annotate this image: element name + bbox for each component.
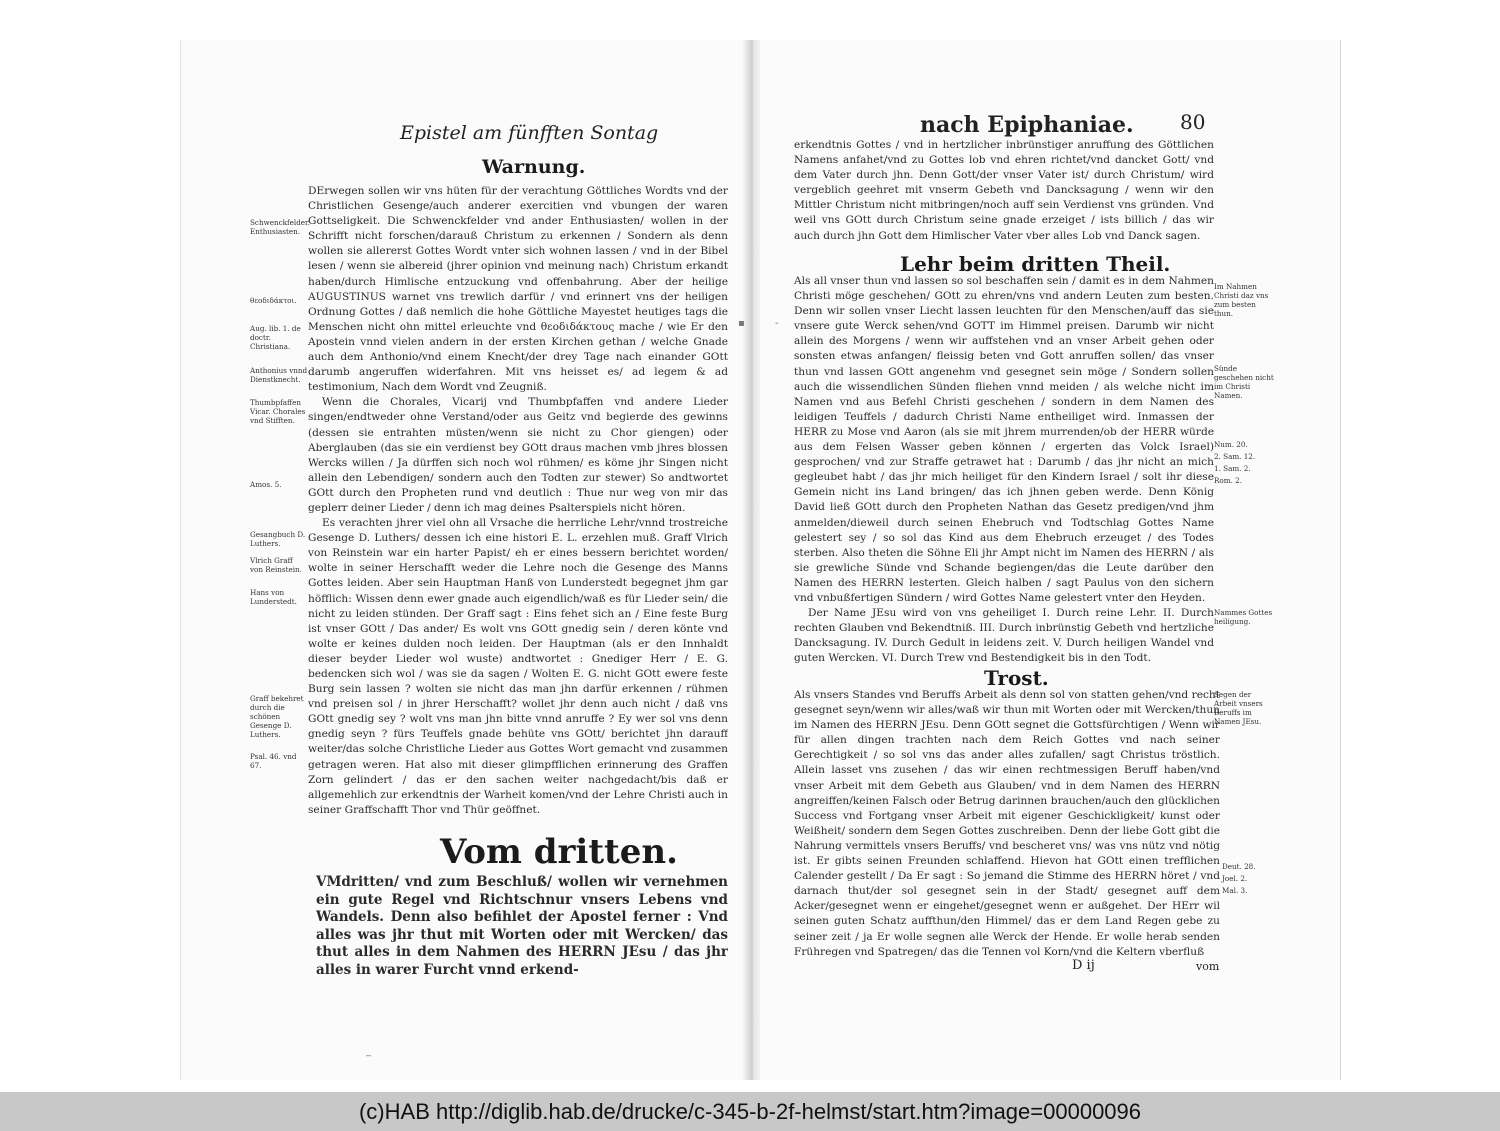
copyright-url: (c)HAB http://diglib.hab.de/drucke/c-345-b-2f-helmst/start.htm?image=00000096 bbox=[358, 1098, 1142, 1124]
folio-number: 80 bbox=[1180, 110, 1206, 134]
intro-body bbox=[794, 138, 1214, 250]
margin-note: Amos. 5. bbox=[250, 480, 282, 489]
page-mark: - bbox=[775, 318, 779, 329]
trost-title: Trost. bbox=[984, 666, 1049, 690]
margin-note: θεοδιδάκτοι. bbox=[250, 296, 297, 305]
margin-note: Joel. 2. bbox=[1222, 874, 1248, 883]
vom-dritten-paragraph: VMdritten/ vnd zum Beschluß/ wollen wir vernehmen ein gute Regel vnd Richtschnur vnsers Lebens vnd Wandels. Denn also befihlet der Apostel ferner : Vnd alles was jhr thut mit Worten oder mit Wercken/ das thut alles in dem Nahmen des HERRN JEsu / das jhr alles in warer Furcht vnnd erkend- bbox=[316, 874, 728, 978]
margin-note: Aug. lib. 1. de doctr. Christiana. bbox=[250, 324, 301, 351]
trost-paragraph: Als vnsers Standes vnd Beruffs Arbeit als denn sol von statten gehen/vnd recht gesegnet seyn/wenn wir alles/waß wir thun mit Worten oder mit Wercken/thun im Namen des HERRN JEsu. Denn GOtt segnet die Gottsfürchtigen / Wenn wir für allen dingen trachten nach dem Reich Gottes vnd nach seiner Gerechtigkeit / so sol vns das ander alles zufallen/ sagt Christus tröstlich. Allein lasset vns zusehen / das wir einen rechtmessigen Beruff haben/vnd vnser Arbeit mit dem Gebeth aus Glauben/ vnd in dem Namen des HERRN angreiffen/keinen Falsch oder Betrug darinnen brauchen/auch den glücklichen Success vnd Fortgang vnser Arbeit mit eigener Geschickligkeit/ kunst oder Weißheit/ sondern dem Segen Gottes zuschreiben. Denn der liebe Gott gibt die Nahrung vermittels vnsers Beruffs/ vnd bescheret vns/ was vns nütz vnd nötig ist. Er gibts seinen Freunden schlaffend. Hievon hat GOtt einen trefflichen Calender gestellt / Da Er sagt : So jemand die Stimme des HERRN höret / vnd darnach thut/der sol gesegnet sein in der Stadt/ gesegnet auff dem Acker/gesegnet wenn er eingehet/gesegnet wenn er außgehet. Der HErr wil seinen guten Schatz auffthun/den Himmel/ das er dem Land Regen gebe zu seiner zeit / ja Er wolle segnen alle Werck der Hende. Er wolle herab senden Frühregen vnd Spatregen/ das die Tennen vol Korn/vnd die Keltern vberfluß bbox=[794, 689, 1220, 958]
lehr-paragraph: Als all vnser thun vnd lassen so sol beschaffen sein / damit es in dem Nahmen Christi möge geschehen/ GOtt zu ehren/vns vnd andern Leuten zum besten. Denn wir sollen vnser Liecht lassen leuchten für den Menschen/auff das sie vnsere gute Werck sehen/vnd GOTT im Himmel preisen. Darumb wir nicht allein des Morgens / wenn wir auffstehen vnd an vnser Arbeit gehen oder sonsten etwas anfangen/ fleissig beten vnd Gott anruffen sollen/ das vnser thun vnd lassen GOtt angenehm vnd gesegnet sein möge / Sondern sollen auch die wissendlichen Sünden fliehen vnnd meiden / als welche nicht im Namen vnd aus Befehl Christi geschehen / sondern in dem Namen des leidigen Teuffels / dadurch Christi Name entheiliget wird. Inmassen der HERR zu Mose vnd Aaron (als sie mit jhrem murrenden/ob der HERR würde aus dem Felsen Wasser geben können / ergerten das Volck Israel) gesprochen/ vnd zur Straffe getrawet hat : Darumb / das jhr nicht an mich gegleubet habt / das jhr mich heiliget für den Kindern Israel / solt ihr diese Gemein nicht ins Land bringen/ das ich jhnen geben werde. Denn König David ließ GOtt durch den Propheten Nathan das Gesetz predigen/vnd jhm anmelden/dieweil durch seinen Ehebruch vnd Todtschlag Gottes Name gelestert sey / so sol das Kind aus dem Ehebruch erzeuget / des Todes sterben. Also theten die Söhne Eli jhr Ampt nicht im Namen des HERRN / als sie grewliche Sünde vnd Schande begiengen/das die Leute darüber den Namen des HERRN lesterten. Gleich halben / sagt Paulus von den sichern vnd vnbußfertigen Sündern / wird Gottes Name gelestert vnter den Heyden. bbox=[794, 275, 1214, 604]
warnung-paragraph: Es verachten jhrer viel ohn all Vrsache die herrliche Lehr/vnnd trostreiche Gesenge D. Luthers/ dessen ich eine histori E. L. erzehlen muß. Graff Vlrich von Reinstein war ein harter Papist/ eh er eines bessern berichtet worden/ wolte in seiner Herschafft weder die Lehre noch die Gesenge des Manns Gottes leiden. Aber sein Hauptman Hanß von Lunderstedt begegnet jhm gar höfflich: Wissen denn ewer gnade auch eigendlich/waß es für Lieder sein/ die nicht zu leiden stünden. Der Graff sagt : Eins fehet sich an / Eine feste Burg ist vnser GOtt / Das ander/ Es wolt vns GOtt gnedig sein / deren könte vnd wolte er keines dulden noch leiden. Der Hauptman (als er den Innhaldt dieser beyder Lieder wol wuste) andtwortet : Gnediger Herr / E. G. bedencken sich wol / was sie da sagen / Wolten E. G. nicht GOtt ewere feste Burg sein lassen ? wolten sie nicht das man jhn darfür erkennen / rühmen vnd preisen sol / in jhrer Herschafft? wollet jhr denn auch nicht / daß vns GOtt gnedig sey ? wolt vns man jhn bitte vnnd anruffe ? Ey wer sol vns denn gnedig seyn ? fürs Teuffels gnade behüte vns GOtt/ berichtet jhn darauff weiter/das solche Christliche Lieder aus Gottes Wort gemacht vnd zusammen getragen weren. Hat also mit dieser glimpfflichen erinnerung des Graffen Zorn gelindert / das er den sachen weiter nachgedacht/bis daß er allgemehlich zur erkendtnis der Warheit komen/vnd der Lehre Christi auch in seiner Graffschafft Thor vnd Thür geöffnet. bbox=[308, 517, 728, 816]
signature-mark: D ij bbox=[1072, 958, 1095, 973]
margin-note: Hans von Lunderstedt. bbox=[250, 588, 297, 606]
margin-note: 1. Sam. 2. bbox=[1214, 464, 1251, 473]
page-mark: ▪ bbox=[738, 318, 745, 329]
warnung-paragraph: DErwegen sollen wir vns hüten für der verachtung Göttliches Wordts vnd der Christlichen Gesenge/auch anderer exercitien vnd vbungen der waren Gottseligkeit. Die Schwenckfelder vnd ander Enthusiasten/ wollen in der Schrifft nicht forschen/darauß Christum zu erkennen / Sondern als denn wollen sie allererst Gottes Wordt vnter sich wohnen lassen / vnd in der Bibel lesen / wenn sie albereid (jhrer opinion vnd meinung nach) Christum erkandt haben/durch Himlische entzuckung vnd offenbahrung. Aber der heilige AUGUSTINUS warnet vns trewlich darfür / vnd erinnert vns der heiligen Ordnung Gottes / daß nemlich die hohe Göttliche Mayestet heutiges tags die Menschen nicht ohn mittel erleuchte vnd θεοδιδάκτους mache / wie Er den Apostein vnnd vielen andern in der ersten Kirchen gethan / welche Gnade auch dem Anthonio/vnd einem Knecht/der drey Tage nach einander GOtt darumb angeruffen widerfahren. Mit vns heisset es/ ad legem & ad testimonium, Nach dem Wordt vnd Zeugniß. bbox=[308, 185, 728, 394]
lehr-paragraph: Der Name JEsu wird von vns geheiliget I. Durch reine Lehr. II. Durch rechten Glauben vnd Bekendtniß. III. Durch inbrünstig Gebeth vnd hertzliche Dancksagung. IV. Durch Gedult in leidens zeit. V. Durch heiligen Wandel vnd guten Wercken. VI. Durch Trew vnd Bestendigkeit bis in den Todt. bbox=[794, 607, 1214, 665]
intro-paragraph: erkendtnis Gottes / vnd in hertzlicher inbrünstiger anruffung des Göttlichen Namens anfahet/vnd zu Gottes lob vnd ehren richtet/vnd dancket Gott/ vnd dem Vater durch jhn. Denn Gott/der vnser Vater ist/ durch Christum/ wird vergeblich geehret mit vnserm Gebeth vnd Dancksagung / wenn wir den Mittler Christum nicht mitbringen/noch auff sein Verdienst vns gründen. Vnd weil vns GOtt durch Christum seine gnade erzeiget / ists billich / das wir auch durch jhn Gott dem Himlischer Vater vber alles Lob vnd Danck sagen. bbox=[794, 139, 1214, 242]
margin-note: Vlrich Graff von Reinstein. bbox=[250, 556, 302, 574]
trost-body bbox=[794, 688, 1220, 958]
catchword: vom bbox=[1196, 960, 1220, 973]
margin-note: Mal. 3. bbox=[1222, 886, 1248, 895]
margin-note: Schwenckfelder. Enthusiasten. bbox=[250, 218, 310, 236]
lehr-body bbox=[794, 274, 1214, 666]
margin-note: Num. 20. bbox=[1214, 440, 1248, 449]
margin-note: 2. Sam. 12. bbox=[1214, 452, 1256, 461]
margin-note: Rom. 2. bbox=[1214, 476, 1242, 485]
margin-note: Deut. 28. bbox=[1222, 862, 1256, 871]
warnung-title: Warnung. bbox=[482, 156, 586, 178]
margin-note: Segen der Arbeit vnsers Beruffs im Namen JEsu. bbox=[1214, 690, 1263, 726]
margin-note: Thumbpfaffen Vicar. Chorales vnd Stifften. bbox=[250, 398, 306, 425]
margin-note: Sünde geschehen nicht im Christi Namen. bbox=[1214, 364, 1274, 400]
margin-note: Im Nahmen Christi daz vns zum besten thun. bbox=[1214, 282, 1269, 318]
lehr-title: Lehr beim dritten Theil. bbox=[900, 252, 1171, 276]
margin-note: Nammes Gottes heiligung. bbox=[1214, 608, 1273, 626]
footer-bar bbox=[0, 1092, 1500, 1131]
right-running-head: nach Epiphaniae. bbox=[920, 112, 1134, 138]
warnung-paragraph: Wenn die Chorales, Vicarij vnd Thumbpfaffen vnd andere Lieder singen/endtweder ohne Verstand/oder aus Geitz vnd begierde des gewinns (dessen sie entrahten müsten/wenn sie nicht zu Chor giengen) oder Aberglauben (das sie ein verdienst bey GOtt draus machen vmb jhres blossen Wercks willen / Ja dürffen sich noch wol rühmen/ es köme jhr Singen nicht allein den Lebendigen/ sondern auch den Todten zur stewer) So andtwortet GOtt durch den Propheten rund vnd deutlich : Thue nur weg von mir das geplerr deiner Lieder / denn ich mag deines Psalterspiels nicht hören. bbox=[308, 396, 728, 514]
page-mark: _ bbox=[366, 1046, 371, 1057]
margin-note: Gesangbuch D. Luthers. bbox=[250, 530, 306, 548]
left-running-head: Epistel am fünfften Sontag bbox=[400, 122, 659, 144]
warnung-body bbox=[308, 184, 728, 824]
margin-note: Graff bekehret durch die schönen Gesenge D. Luthers. bbox=[250, 694, 304, 739]
vom-dritten-body bbox=[316, 874, 728, 980]
margin-note: Psal. 46. vnd 67. bbox=[250, 752, 297, 770]
margin-note: Anthonius vnnd Dienstknecht. bbox=[250, 366, 308, 384]
vom-dritten-title: Vom dritten. bbox=[440, 832, 678, 872]
